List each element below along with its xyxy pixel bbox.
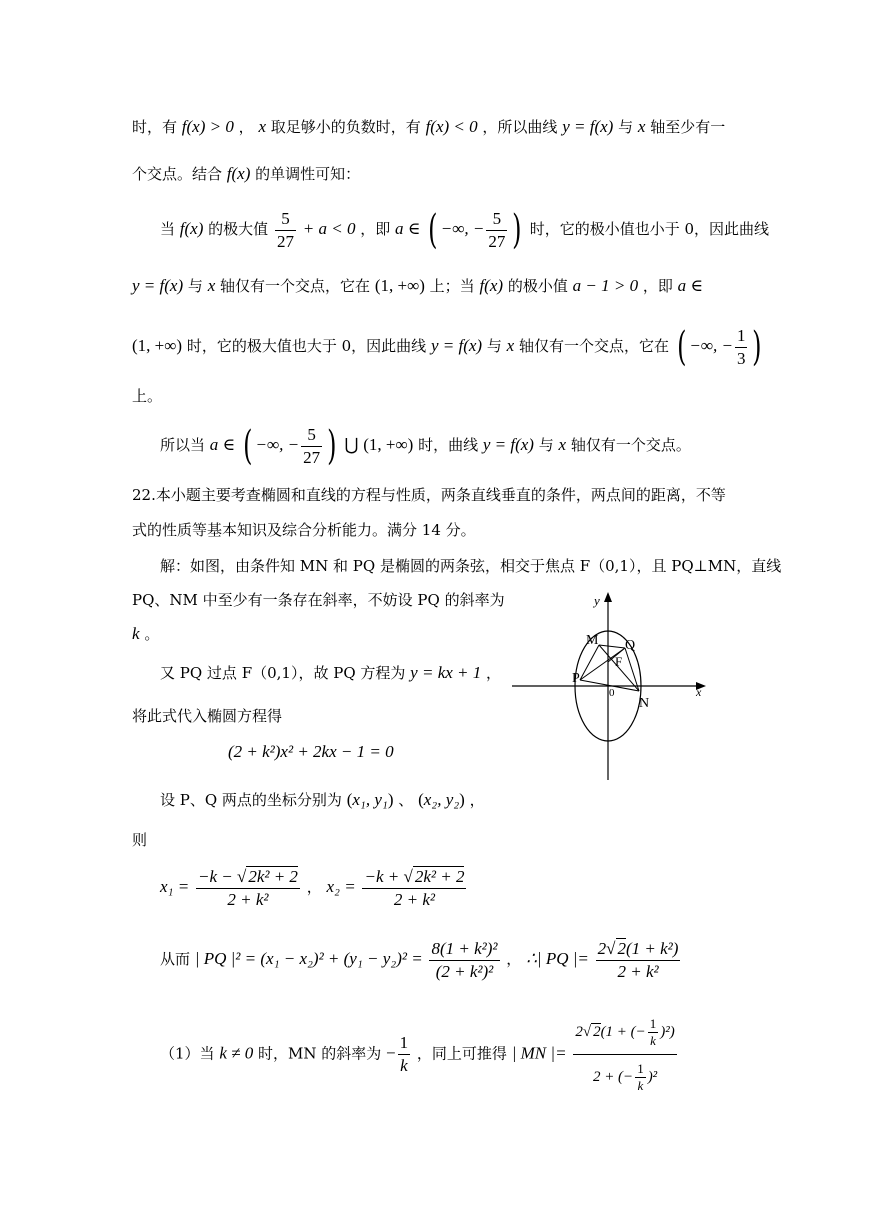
math: (1, +∞) bbox=[363, 435, 414, 454]
fraction bbox=[196, 866, 300, 911]
text: 轴仅有一个交点。 bbox=[570, 436, 691, 454]
math: x bbox=[258, 117, 266, 136]
text: 设 P、Q 两点的坐标分别为 bbox=[160, 791, 342, 809]
origin-label: 0 bbox=[609, 687, 615, 699]
text: ，即 bbox=[360, 220, 391, 238]
text: 与 bbox=[538, 436, 554, 454]
fraction bbox=[275, 208, 296, 253]
point-f-label: F bbox=[615, 654, 623, 669]
equation bbox=[228, 742, 394, 762]
text-line bbox=[132, 706, 282, 726]
fraction bbox=[398, 1032, 411, 1077]
denominator: (2 + k²)² bbox=[435, 961, 494, 981]
math: x bbox=[637, 117, 646, 136]
text: 将此式代入椭圆方程得 bbox=[132, 707, 283, 725]
denominator: 2 + k² bbox=[393, 889, 436, 909]
fraction bbox=[573, 1010, 676, 1099]
math: 2 + (− bbox=[592, 1069, 634, 1085]
denominator: k bbox=[637, 1078, 644, 1094]
text: 轴仅有一个交点，它在 bbox=[220, 277, 371, 295]
math: (1 + (− bbox=[600, 1024, 646, 1040]
math: a ∈ bbox=[395, 219, 421, 238]
text: 的单调性可知： bbox=[255, 165, 361, 183]
text: 所以当 bbox=[160, 436, 206, 454]
text-line bbox=[132, 830, 147, 850]
math: 2 bbox=[593, 1024, 601, 1040]
text-line bbox=[132, 624, 159, 644]
text: 取足够小的负数时，有 bbox=[270, 118, 421, 136]
x-label: x bbox=[696, 685, 702, 699]
math: a ∈ bbox=[677, 276, 703, 295]
text: 时，它的极大值也大于 0，因此曲线 bbox=[186, 337, 427, 355]
fraction bbox=[735, 325, 748, 370]
math: f(x) bbox=[179, 219, 204, 238]
left-paren: ( bbox=[428, 207, 438, 253]
math: f(x) > 0 bbox=[181, 117, 234, 136]
math: + a < 0 bbox=[302, 219, 356, 238]
math: 2 bbox=[617, 938, 626, 958]
math: −k − bbox=[197, 866, 237, 886]
text: 上。 bbox=[132, 387, 163, 405]
text: ，所以曲线 bbox=[482, 118, 558, 136]
text: 时，有 bbox=[132, 118, 178, 136]
text: 。 bbox=[144, 625, 160, 643]
math: | MN |= bbox=[511, 1043, 567, 1063]
text-line bbox=[160, 206, 769, 253]
text: ，即 bbox=[642, 277, 673, 295]
numerator: 2√ 2(1 + (− $\frac{1}{k}$ )²) bbox=[573, 1010, 676, 1055]
text: 、 bbox=[398, 791, 414, 809]
equation bbox=[160, 1010, 679, 1099]
text: 轴至少有一 bbox=[650, 118, 726, 136]
text: PQ、NM 中至少有一条存在斜率，不妨设 PQ 的斜率为 bbox=[132, 591, 505, 609]
denominator: 27 bbox=[303, 447, 321, 467]
math: y = f(x) bbox=[482, 435, 534, 454]
left-paren: ( bbox=[676, 324, 687, 370]
math: y = kx + 1 bbox=[410, 663, 482, 682]
math: f(x) bbox=[226, 164, 251, 183]
right-paren: ) bbox=[327, 423, 337, 469]
math: y = f(x) bbox=[132, 276, 184, 295]
point-n-label: N bbox=[639, 696, 650, 711]
math: − bbox=[386, 1043, 396, 1063]
text-line bbox=[132, 386, 162, 406]
text-line bbox=[132, 520, 476, 540]
text-line bbox=[132, 276, 703, 296]
numerator: 2√ 2(1 + k²) bbox=[596, 938, 681, 961]
numerator: 8(1 + k²)² bbox=[429, 938, 499, 961]
text-line bbox=[132, 590, 505, 610]
math: k bbox=[132, 624, 140, 643]
text: ， bbox=[486, 664, 502, 682]
denominator: k bbox=[400, 1056, 408, 1075]
fraction bbox=[362, 866, 466, 911]
math: (1 + k²) bbox=[626, 938, 679, 958]
math: x bbox=[558, 435, 567, 454]
fraction bbox=[648, 1016, 659, 1049]
math: y = f(x) bbox=[430, 336, 483, 355]
math: −k + bbox=[364, 866, 404, 886]
text: 时，曲线 bbox=[418, 436, 479, 454]
numerator: −k + √ 2k² + 2 bbox=[362, 866, 466, 889]
numerator: 1 bbox=[398, 1032, 411, 1055]
fraction bbox=[429, 938, 499, 983]
equation bbox=[160, 863, 468, 911]
math: −∞, − bbox=[255, 435, 300, 454]
point-m-label: M bbox=[586, 633, 599, 648]
math: f(x) bbox=[479, 276, 504, 295]
numerator: 5 bbox=[486, 208, 507, 231]
text-line bbox=[160, 663, 501, 683]
text: 时，它的极小值也小于 0，因此曲线 bbox=[529, 220, 770, 238]
math: −∞, − bbox=[440, 219, 485, 238]
numerator: 1 bbox=[649, 1016, 657, 1032]
math: x₁ = bbox=[160, 877, 190, 896]
text-line bbox=[132, 485, 726, 505]
text: 上；当 bbox=[429, 277, 475, 295]
math: −∞, − bbox=[689, 336, 733, 355]
text: 解：如图，由条件知 MN 和 PQ 是椭圆的两条弦，相交于焦点 F（0,1），且 PQ⊥MN，直线 bbox=[160, 557, 782, 575]
denominator: k bbox=[650, 1033, 656, 1049]
segment-qn bbox=[625, 648, 639, 691]
text: 轴仅有一个交点，它在 bbox=[518, 337, 669, 355]
point-p-label: P bbox=[572, 671, 580, 686]
denominator: 27 bbox=[488, 231, 506, 251]
text: 则 bbox=[132, 831, 148, 849]
fraction bbox=[596, 938, 681, 983]
text: ， bbox=[469, 791, 485, 809]
y-label: y bbox=[594, 593, 600, 608]
text: 又 PQ 过点 F（0,1），故 PQ 方程为 bbox=[160, 664, 406, 682]
math: k ≠ 0 bbox=[219, 1043, 254, 1063]
right-paren: ) bbox=[752, 324, 762, 370]
text: ， bbox=[306, 878, 322, 896]
math: x₂ = bbox=[326, 877, 356, 896]
text-line bbox=[160, 556, 781, 576]
math: (x₂, y₂) bbox=[418, 790, 465, 809]
y-axis-arrow bbox=[604, 592, 612, 602]
fraction bbox=[486, 208, 507, 253]
math: (1, +∞) bbox=[374, 276, 425, 295]
math: (1, +∞) bbox=[132, 336, 183, 355]
text-line bbox=[160, 790, 485, 810]
math: x bbox=[506, 336, 515, 355]
text: 与 bbox=[618, 118, 634, 136]
math: 1, +∞ bbox=[137, 336, 177, 355]
text-line bbox=[132, 164, 360, 184]
text: 从而 bbox=[160, 950, 191, 968]
ellipse-figure bbox=[508, 588, 728, 783]
text: 的极大值 bbox=[208, 220, 269, 238]
math: (x₁, y₁) bbox=[346, 790, 394, 809]
denominator: 3 bbox=[736, 348, 746, 368]
text: 与 bbox=[486, 337, 502, 355]
math: 1, +∞ bbox=[380, 276, 420, 295]
math: 2k² + 2 bbox=[248, 866, 298, 886]
text-line bbox=[132, 323, 765, 370]
equation bbox=[160, 935, 682, 983]
text-line bbox=[160, 422, 691, 469]
math: y = f(x) bbox=[562, 117, 614, 136]
math: x bbox=[207, 276, 216, 295]
numerator: 5 bbox=[275, 208, 296, 231]
denominator bbox=[573, 1055, 676, 1099]
math: 2 bbox=[597, 938, 607, 958]
text: ，同上可推得 bbox=[416, 1044, 507, 1063]
math: 1, +∞ bbox=[368, 435, 408, 454]
denominator: 27 bbox=[276, 231, 294, 251]
numerator: 1 bbox=[637, 1061, 644, 1077]
denominator: 2 + k² bbox=[227, 889, 269, 909]
denominator: 2 + k² bbox=[617, 961, 659, 981]
numerator: 5 bbox=[301, 424, 322, 447]
math: (2 + k²)x² + 2kx − 1 = 0 bbox=[228, 742, 394, 761]
right-paren: ) bbox=[512, 207, 522, 253]
math: | PQ |² = (x₁ − x₂)² + (y₁ − y₂)² = bbox=[194, 949, 423, 968]
numerator: 1 bbox=[735, 325, 748, 348]
math: 2k² + 2 bbox=[414, 866, 465, 886]
math: ⋃ bbox=[344, 435, 359, 454]
math: a ∈ bbox=[209, 435, 236, 454]
point-q-label: Q bbox=[625, 638, 636, 653]
segment-mq bbox=[599, 645, 625, 648]
math: x₁, y₁ bbox=[352, 790, 388, 809]
math: ∴| PQ |= bbox=[526, 949, 589, 968]
text: 的极小值 bbox=[507, 277, 568, 295]
text: 与 bbox=[187, 277, 203, 295]
text: 22.本小题主要考查椭圆和直线的方程与性质，两条直线垂直的条件，两点间的距离，不等 bbox=[132, 486, 726, 504]
fraction bbox=[635, 1061, 646, 1094]
text: 式的性质等基本知识及综合分析能力。满分 14 分。 bbox=[132, 521, 476, 539]
left-paren: ( bbox=[243, 423, 253, 469]
text: 当 bbox=[160, 220, 176, 238]
math: )² bbox=[647, 1069, 658, 1085]
text: 时，MN 的斜率为 bbox=[258, 1044, 382, 1063]
numerator: −k − √ 2k² + 2 bbox=[196, 866, 300, 889]
math: )²) bbox=[660, 1024, 675, 1040]
text: ， bbox=[506, 950, 522, 968]
text: 个交点。结合 bbox=[132, 165, 223, 183]
fraction bbox=[301, 424, 322, 469]
text: （1）当 bbox=[160, 1044, 215, 1063]
math: x₂, y₂ bbox=[423, 790, 460, 809]
math: 2 bbox=[575, 1024, 583, 1040]
text: ， bbox=[238, 118, 254, 136]
text-line bbox=[132, 117, 725, 137]
math: a − 1 > 0 bbox=[572, 276, 639, 295]
math: f(x) < 0 bbox=[425, 117, 478, 136]
